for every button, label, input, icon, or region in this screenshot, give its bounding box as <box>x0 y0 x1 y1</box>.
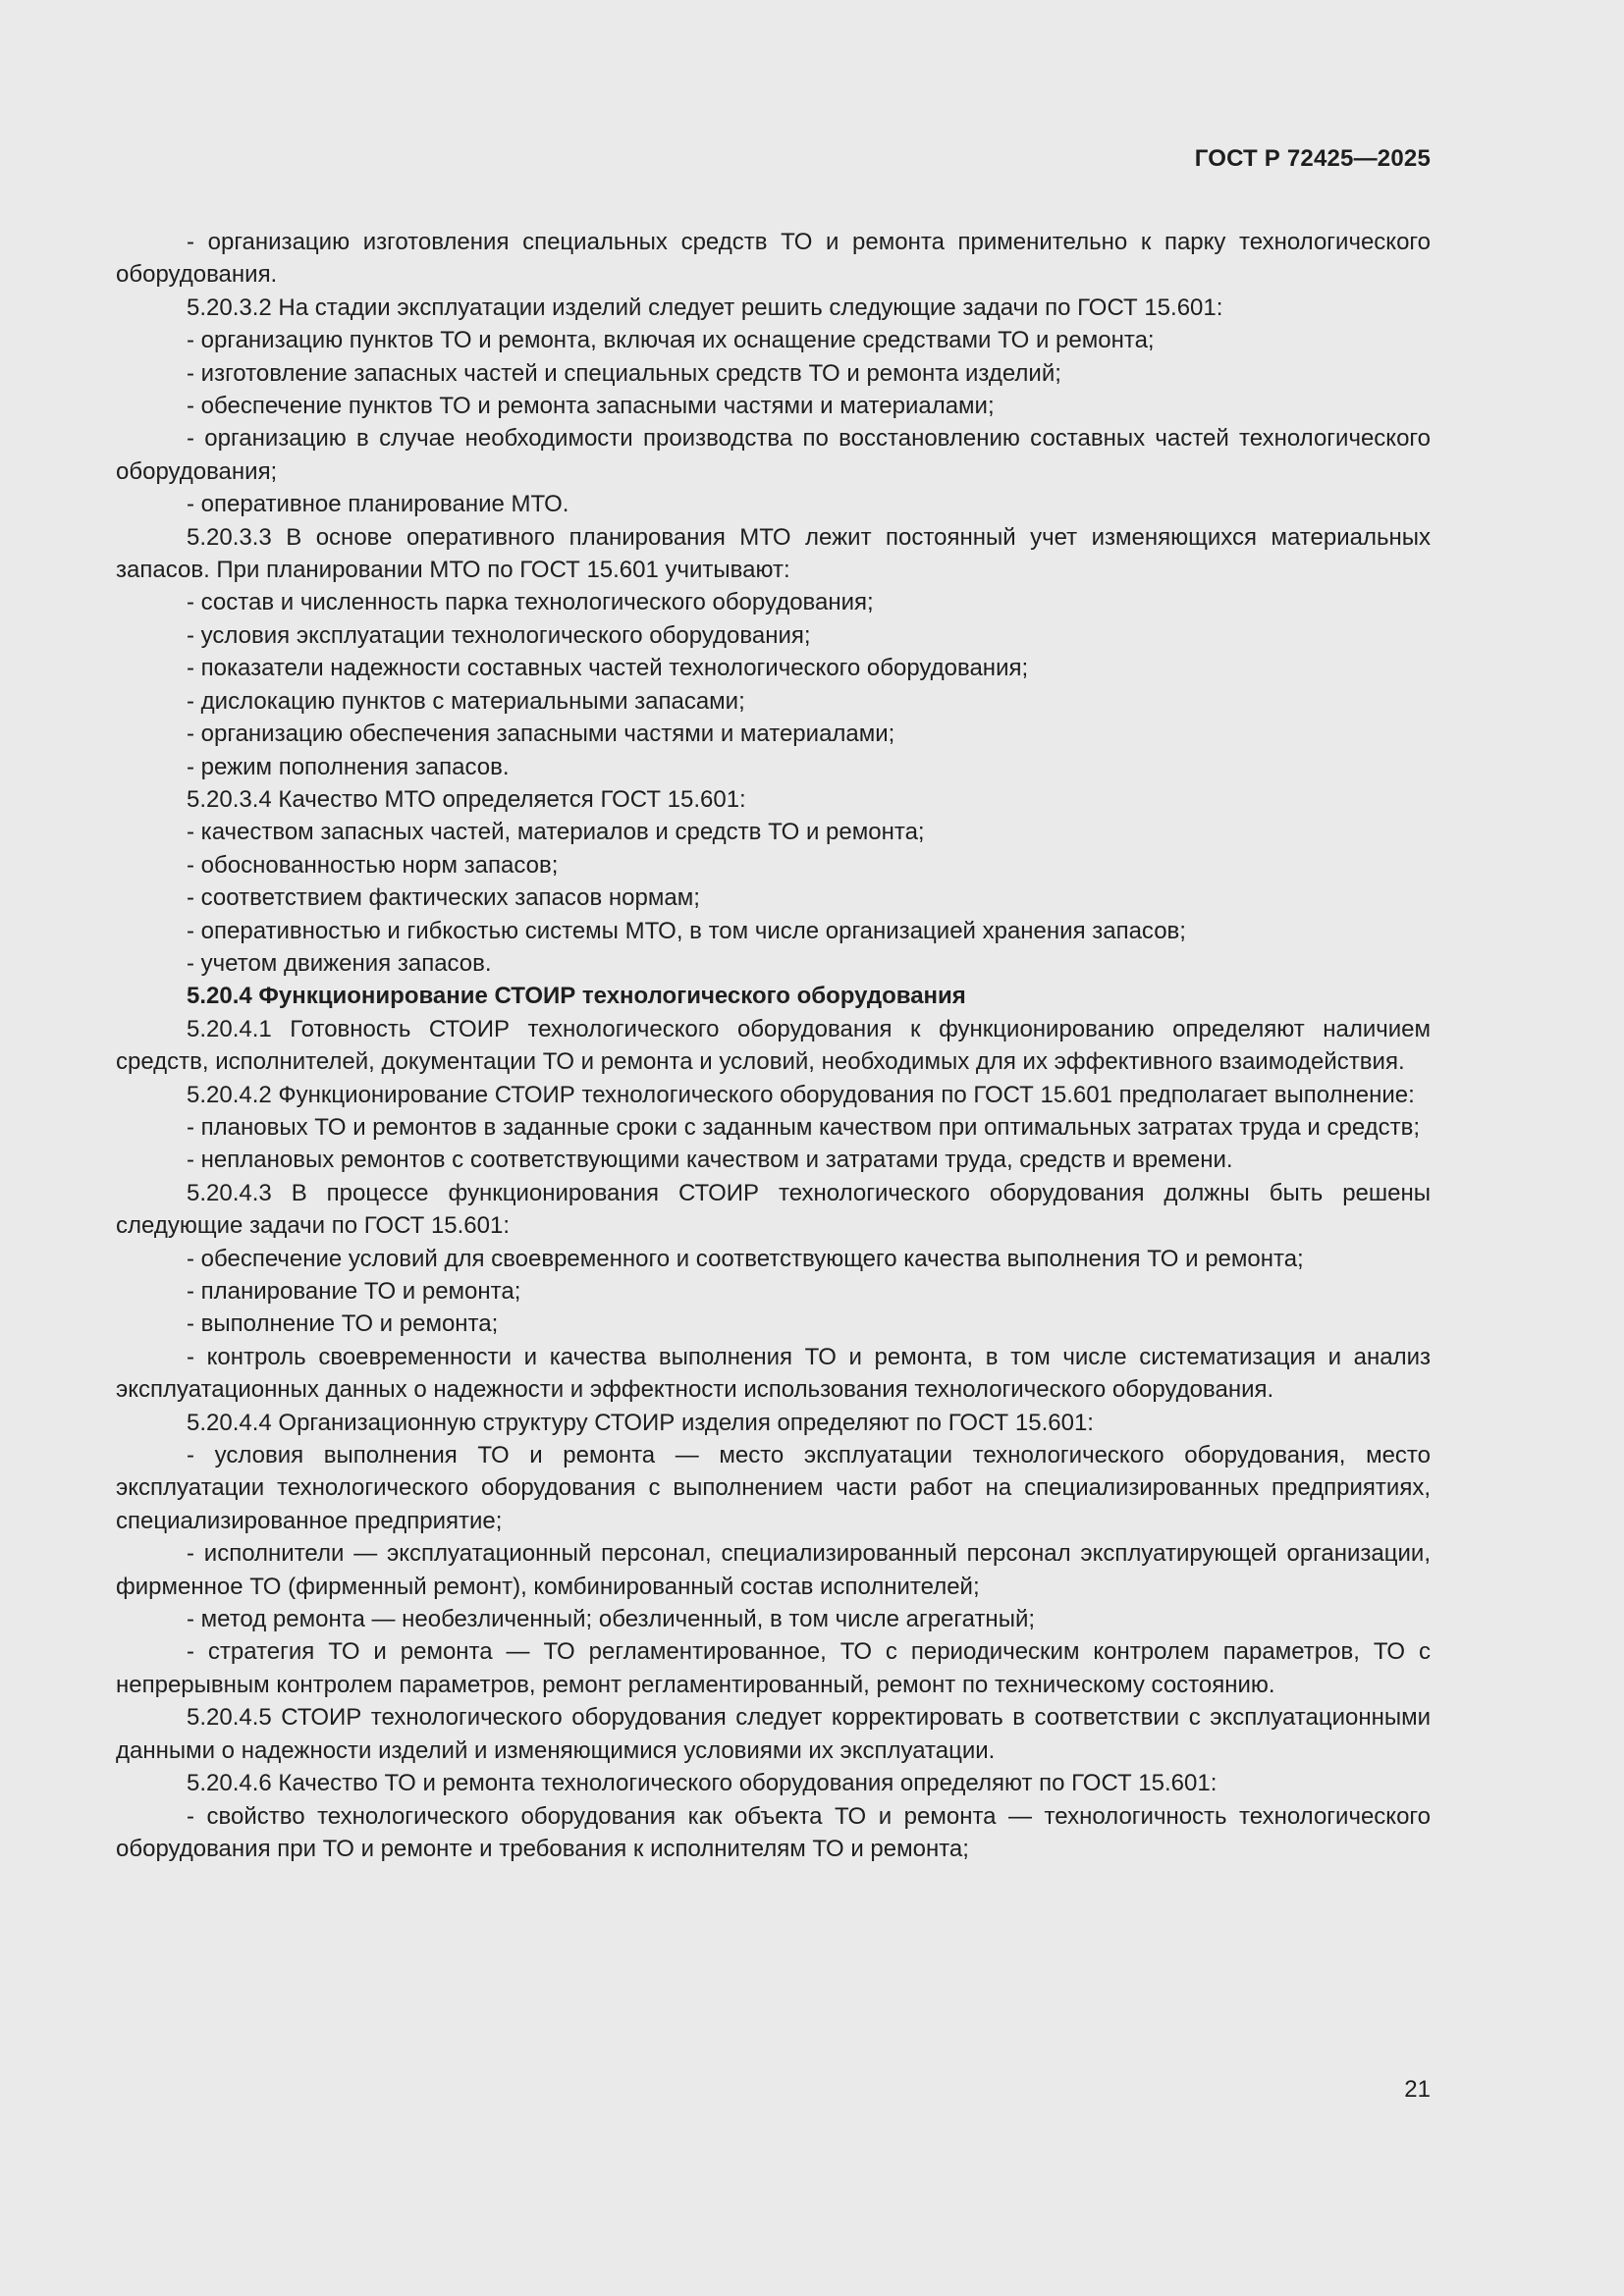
list-item: - обоснованностью норм запасов; <box>187 851 559 879</box>
list-item: - режим пополнения запасов. <box>187 753 510 780</box>
clause-paragraph: 5.20.4.1 Готовность СТОИР технологического оборудования к функционированию определяют наличием средств, исполнителей, документации ТО и ремонта и условий, необходимых для их эффективного взаимодействия. <box>116 1015 1431 1076</box>
section-heading: 5.20.4 Функционирование СТОИР технологического оборудования <box>187 983 966 1010</box>
list-item: - условия выполнения ТО и ремонта — место эксплуатации технологического оборудования, место эксплуатации технологического оборудования с выполнением части работ на специализированных предприятиях, специализированное предприятие; <box>116 1442 1431 1534</box>
list-item: - обеспечение условий для своевременного и соответствующего качества выполнения ТО и ремонта; <box>187 1245 1304 1272</box>
list-item: - условия эксплуатации технологического оборудования; <box>187 621 811 649</box>
clause-paragraph: 5.20.3.4 Качество МТО определяется ГОСТ 15.601: <box>187 785 746 813</box>
clause-paragraph: 5.20.4.6 Качество ТО и ремонта технологического оборудования определяют по ГОСТ 15.601: <box>187 1770 1218 1797</box>
list-item: - метод ремонта — необезличенный; обезличенный, в том числе агрегатный; <box>187 1606 1036 1633</box>
list-item: - выполнение ТО и ремонта; <box>187 1310 499 1338</box>
list-item: - организацию в случае необходимости производства по восстановлению составных частей технологического оборудования; <box>116 425 1431 485</box>
list-item: - контроль своевременности и качества выполнения ТО и ремонта, в том числе систематизация и анализ эксплуатационных данных о надежности и эффектности использования технологического оборудования. <box>116 1343 1431 1404</box>
list-item: - состав и численность парка технологического оборудования; <box>187 589 874 616</box>
clause-paragraph: 5.20.3.2 На стадии эксплуатации изделий следует решить следующие задачи по ГОСТ 15.601: <box>187 294 1223 321</box>
document-number: ГОСТ Р 72425—2025 <box>1194 145 1431 172</box>
clause-paragraph: 5.20.4.4 Организационную структуру СТОИР изделия определяют по ГОСТ 15.601: <box>187 1409 1094 1436</box>
list-item: - стратегия ТО и ремонта — ТО регламентированное, ТО с периодическим контролем параметров, ТО с непрерывным контролем параметров, ремонт регламентированный, ремонт по техническому состоянию. <box>116 1638 1431 1698</box>
list-item: - организацию изготовления специальных средств ТО и ремонта применительно к парку технологического оборудования. <box>116 229 1431 289</box>
list-item: - изготовление запасных частей и специальных средств ТО и ремонта изделий; <box>187 359 1061 387</box>
list-item: - свойство технологического оборудования как объекта ТО и ремонта — технологичность технологического оборудования при ТО и ремонте и требования к исполнителям ТО и ремонта; <box>116 1802 1431 1862</box>
clause-paragraph: 5.20.4.5 СТОИР технологического оборудования следует корректировать в соответствии с эксплуатационными данными о надежности изделий и изменяющимися условиями их эксплуатации. <box>116 1704 1431 1764</box>
list-item: - дислокацию пунктов с материальными запасами; <box>187 687 745 715</box>
list-item: - планирование ТО и ремонта; <box>187 1278 521 1305</box>
page-body <box>116 226 1431 1865</box>
list-item: - обеспечение пунктов ТО и ремонта запасными частями и материалами; <box>187 393 995 420</box>
page-number: 21 <box>1404 2076 1431 2103</box>
list-item: - организацию пунктов ТО и ремонта, включая их оснащение средствами ТО и ремонта; <box>187 327 1155 354</box>
list-item: - плановых ТО и ремонтов в заданные сроки с заданным качеством при оптимальных затратах труда и средств; <box>187 1113 1421 1141</box>
list-item: - соответствием фактических запасов нормам; <box>187 884 700 912</box>
list-item: - исполнители — эксплуатационный персонал, специализированный персонал эксплуатирующей организации, фирменное ТО (фирменный ремонт), комбинированный состав исполнителей; <box>116 1540 1431 1600</box>
list-item: - учетом движения запасов. <box>187 949 492 977</box>
list-item: - показатели надежности составных частей технологического оборудования; <box>187 655 1029 682</box>
clause-paragraph: 5.20.3.3 В основе оперативного планирования МТО лежит постоянный учет изменяющихся материальных запасов. При планировании МТО по ГОСТ 15.601 учитывают: <box>116 523 1431 584</box>
list-item: - качеством запасных частей, материалов и средств ТО и ремонта; <box>187 819 925 846</box>
list-item: - оперативное планирование МТО. <box>187 491 569 518</box>
list-item: - оперативностью и гибкостью системы МТО, в том числе организацией хранения запасов; <box>187 917 1186 944</box>
clause-paragraph: 5.20.4.3 В процессе функционирования СТОИР технологического оборудования должны быть решены следующие задачи по ГОСТ 15.601: <box>116 1179 1431 1240</box>
clause-paragraph: 5.20.4.2 Функционирование СТОИР технологического оборудования по ГОСТ 15.601 предполагает выполнение: <box>187 1081 1415 1108</box>
list-item: - организацию обеспечения запасными частями и материалами; <box>187 721 895 748</box>
list-item: - неплановых ремонтов с соответствующими качеством и затратами труда, средств и времени. <box>187 1147 1233 1174</box>
